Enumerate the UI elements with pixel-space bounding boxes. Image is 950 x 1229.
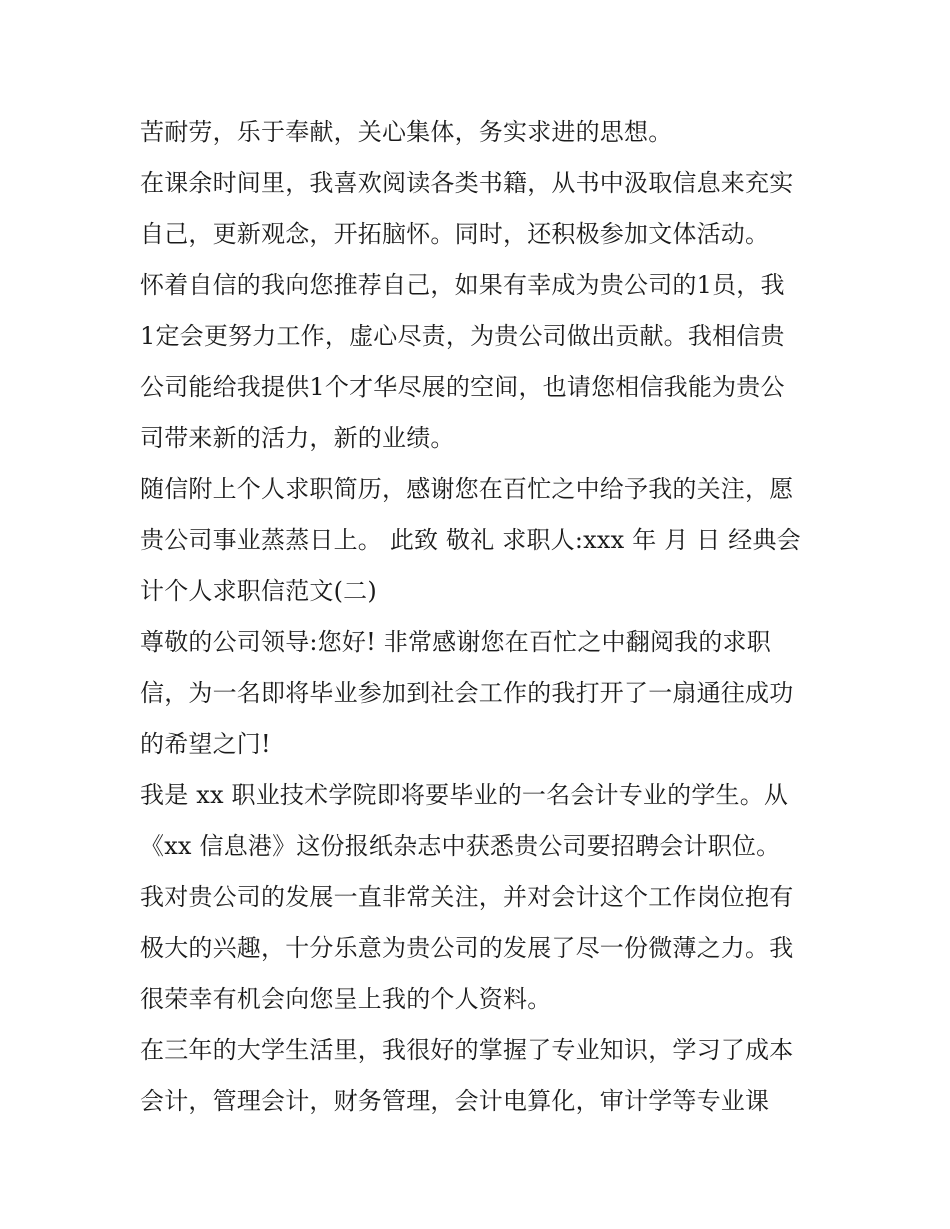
- text-line-20: 会计，管理会计，财务管理，会计电算化，审计学等专业课: [140, 1087, 770, 1115]
- text-line-12: 信，为一名即将毕业参加到社会工作的我打开了一扇通往成功: [140, 679, 794, 707]
- text-line-13: 的希望之门!: [140, 730, 271, 758]
- text-line-17: 极大的兴趣，十分乐意为贵公司的发展了尽一份微薄之力。我: [140, 934, 794, 962]
- text-line-2: 在课余时间里，我喜欢阅读各类书籍，从书中汲取信息来充实: [140, 169, 794, 197]
- text-line-19: 在三年的大学生活里，我很好的掌握了专业知识，学习了成本: [140, 1036, 794, 1064]
- text-line-16: 我对贵公司的发展一直非常关注，并对会计这个工作岗位抱有: [140, 883, 794, 911]
- text-line-5: 1定会更努力工作，虚心尽责，为贵公司做出贡献。我相信贵: [140, 322, 785, 350]
- document-body: [140, 107, 820, 1127]
- text-line-14: 我是 xx 职业技术学院即将要毕业的一名会计专业的学生。从: [140, 781, 789, 809]
- text-line-6: 公司能给我提供1个才华尽展的空间，也请您相信我能为贵公: [140, 373, 785, 401]
- text-line-1: 苦耐劳，乐于奉献，关心集体，务实求进的思想。: [140, 118, 673, 146]
- text-line-11: 尊敬的公司领导:您好! 非常感谢您在百忙之中翻阅我的求职: [140, 628, 771, 656]
- text-line-8: 随信附上个人求职简历，感谢您在百忙之中给予我的关注，愿: [140, 475, 794, 503]
- text-line-15: 《xx 信息港》这份报纸杂志中获悉贵公司要招聘会计职位。: [140, 832, 781, 860]
- text-line-18: 很荣幸有机会向您呈上我的个人资料。: [140, 985, 552, 1013]
- text-line-7: 司带来新的活力，新的业绩。: [140, 424, 455, 452]
- text-line-10: 计个人求职信范文(二): [140, 577, 377, 605]
- text-line-4: 怀着自信的我向您推荐自己，如果有幸成为贵公司的1员，我: [140, 271, 785, 299]
- text-line-3: 自己，更新观念，开拓脑怀。同时，还积极参加文体活动。: [140, 220, 770, 248]
- text-line-9: 贵公司事业蒸蒸日上。 此致 敬礼 求职人:xxx 年 月 日 经典会: [140, 526, 801, 554]
